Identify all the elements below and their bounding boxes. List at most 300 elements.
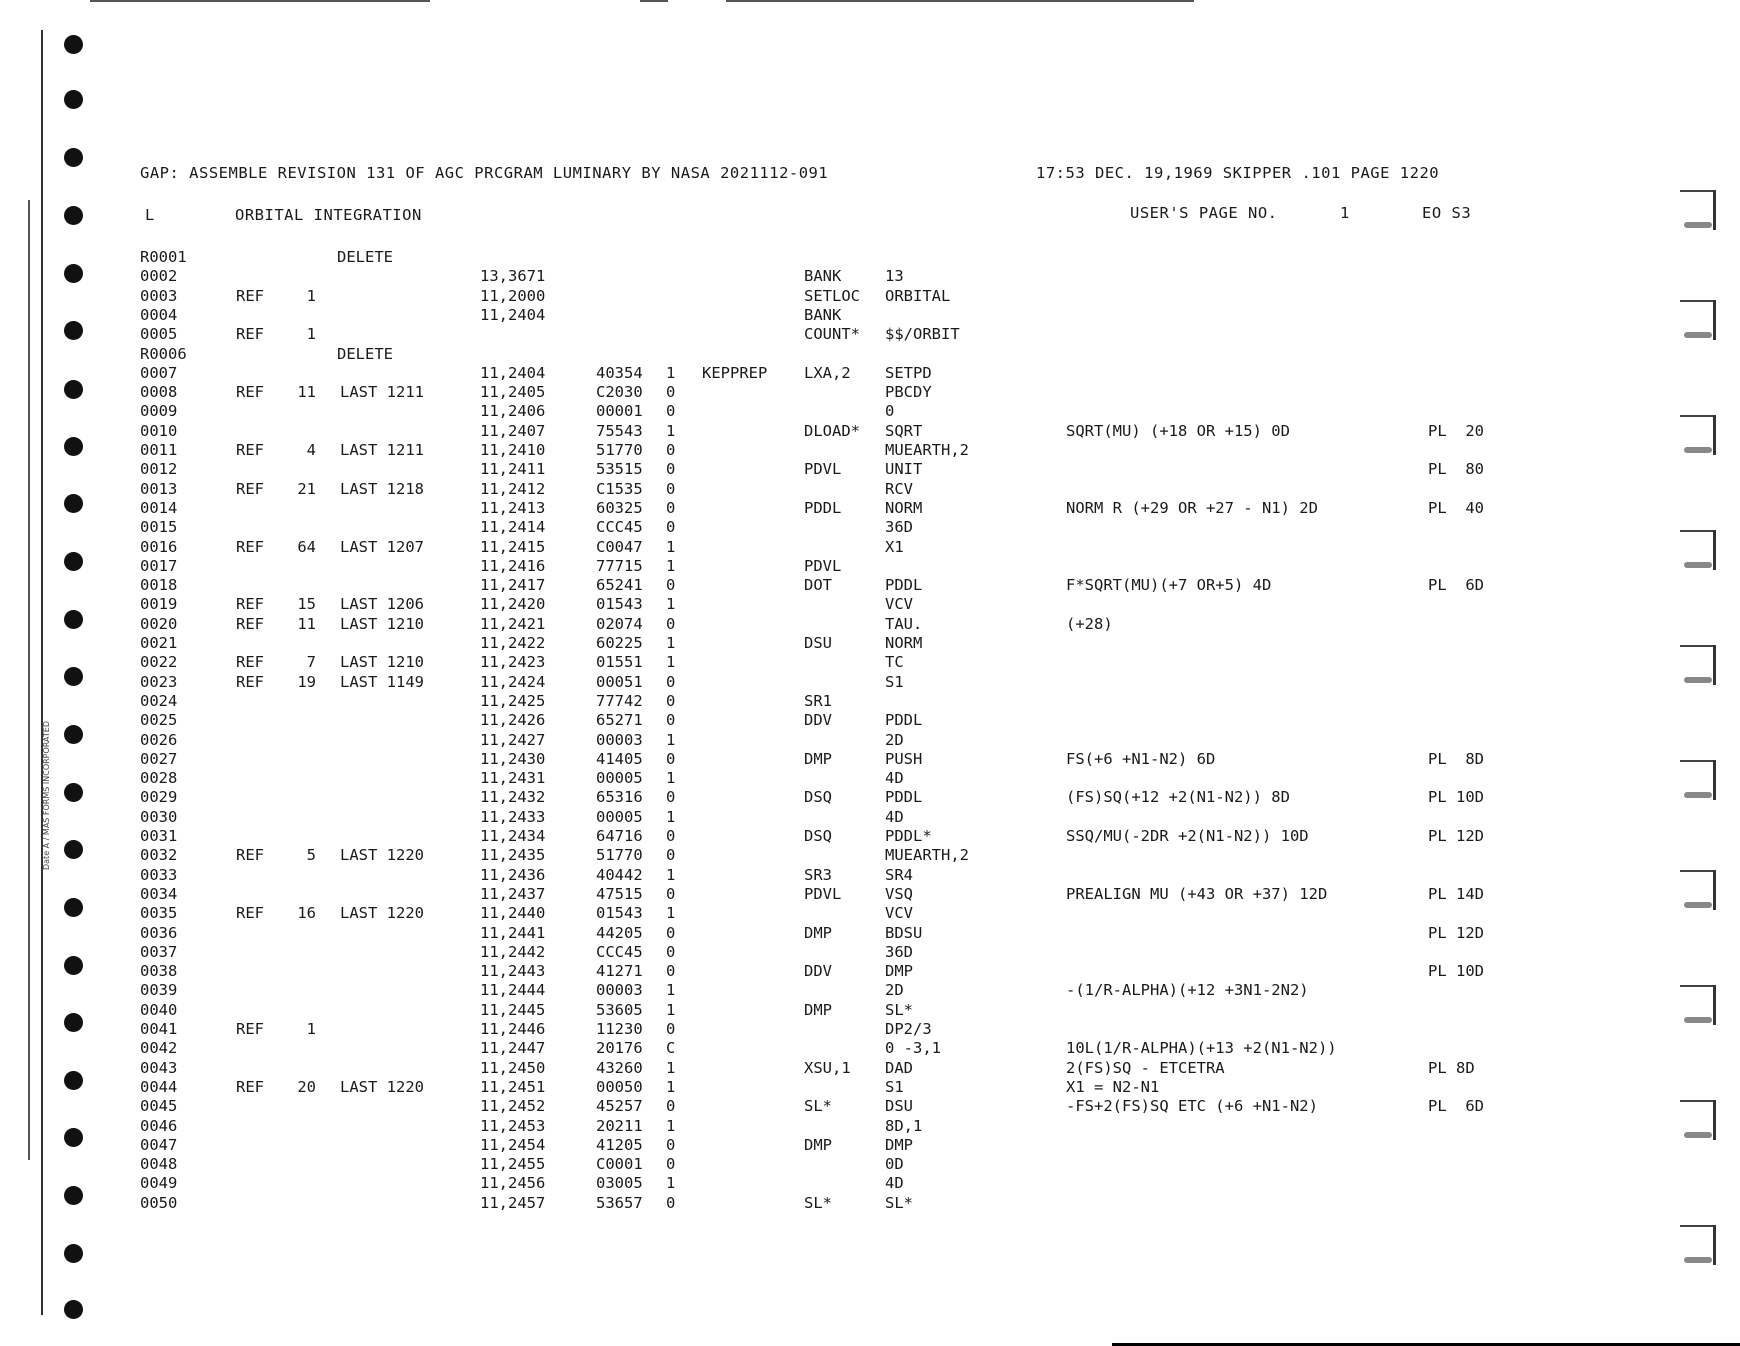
- delete-flag: DELETE: [337, 344, 393, 363]
- operand: 13: [885, 267, 904, 286]
- line-number: 0016: [140, 537, 178, 556]
- listing-line: [0, 673, 1740, 692]
- octal-word: 51770: [596, 441, 643, 459]
- operand: MUEARTH,2: [885, 441, 969, 459]
- opcode: DDV: [804, 962, 832, 981]
- operand: PDDL*: [885, 827, 932, 845]
- octal-word: 00005: [596, 769, 643, 788]
- line-number: 0013: [140, 479, 178, 498]
- listing-line: [0, 422, 1740, 441]
- parity: 1: [666, 807, 676, 826]
- binding-hole: [64, 1300, 83, 1319]
- listing-line: [0, 866, 1740, 885]
- opcode: DSQ: [804, 788, 832, 807]
- ref-count: 20: [297, 1077, 316, 1096]
- parity: 1: [666, 595, 676, 614]
- address: 11,2435: [480, 846, 546, 865]
- binding-hole: [64, 35, 83, 54]
- parity: 0: [666, 884, 676, 903]
- operand: DP2/3: [885, 1020, 932, 1038]
- operand: SL*: [885, 1193, 913, 1212]
- address: 11,2000: [480, 286, 546, 305]
- operand: 0: [885, 402, 895, 421]
- label: KEPPREP: [702, 363, 768, 382]
- address: 11,2407: [480, 421, 546, 440]
- top-rule: [726, 0, 1194, 2]
- line-number: 0018: [140, 576, 178, 595]
- comment: (FS)SQ(+12 +2(N1-N2)) 8D: [1066, 788, 1290, 807]
- address: 11,2423: [480, 653, 546, 672]
- line-number: 0034: [140, 884, 178, 903]
- opcode: DMP: [804, 1000, 832, 1019]
- listing-line: [0, 981, 1740, 1000]
- operand: TAU.: [885, 614, 923, 633]
- last-ref: LAST 1220: [340, 904, 424, 923]
- listing-line: [0, 1174, 1740, 1193]
- line-number: 0017: [140, 556, 178, 575]
- address: 11,2424: [480, 672, 546, 691]
- comment: 2(FS)SQ - ETCETRA: [1066, 1058, 1225, 1077]
- address: 11,2434: [480, 827, 546, 845]
- operand: DAD: [885, 1058, 913, 1077]
- octal-word: CCC45: [596, 518, 643, 537]
- listing-line: [0, 885, 1740, 904]
- address: 11,2433: [480, 807, 546, 826]
- listing-line: [0, 402, 1740, 421]
- parity: 1: [666, 1058, 676, 1077]
- operand: DMP: [885, 962, 913, 981]
- operand: NORM: [885, 634, 923, 652]
- listing-line: [0, 325, 1740, 344]
- octal-word: C0047: [596, 537, 643, 556]
- parity: 0: [666, 749, 676, 768]
- address: 11,2455: [480, 1155, 546, 1174]
- address: 11,2406: [480, 402, 546, 421]
- last-ref: LAST 1211: [340, 441, 424, 459]
- push-list: PL 10D: [1428, 788, 1484, 807]
- octal-word: 41205: [596, 1135, 643, 1154]
- line-number: 0009: [140, 402, 178, 421]
- listing-line: [0, 538, 1740, 557]
- ref-count: 11: [297, 614, 316, 633]
- listing-line: [0, 480, 1740, 499]
- last-ref: LAST 1220: [340, 846, 424, 865]
- listing-line: [0, 788, 1740, 807]
- top-rule: [640, 0, 668, 2]
- listing-line: [0, 827, 1740, 846]
- address: 11,2437: [480, 884, 546, 903]
- listing-line: [0, 518, 1740, 537]
- parity: 0: [666, 479, 676, 498]
- listing-line: [0, 1136, 1740, 1155]
- operand: DMP: [885, 1135, 913, 1154]
- listing-line: [0, 634, 1740, 653]
- address: 11,2453: [480, 1116, 546, 1135]
- listing-line: [0, 287, 1740, 306]
- users-page-number: 1: [1340, 204, 1350, 222]
- operand: 36D: [885, 942, 913, 961]
- line-number: 0050: [140, 1193, 178, 1212]
- listing-line: [0, 1117, 1740, 1136]
- line-number: R0006: [140, 344, 187, 363]
- comment: -(1/R-ALPHA)(+12 +3N1-2N2): [1066, 981, 1309, 1000]
- line-number: 0030: [140, 807, 178, 826]
- operand: VCV: [885, 595, 913, 614]
- opcode: COUNT*: [804, 325, 860, 344]
- line-number: 0007: [140, 363, 178, 382]
- operand: RCV: [885, 479, 913, 498]
- parity: 0: [666, 711, 676, 730]
- listing-line: [0, 769, 1740, 788]
- operand: 0 -3,1: [885, 1039, 941, 1058]
- parity: 1: [666, 1077, 676, 1096]
- line-number: 0020: [140, 614, 178, 633]
- octal-word: C2030: [596, 383, 643, 402]
- address: 11,2425: [480, 691, 546, 710]
- octal-word: 01543: [596, 904, 643, 923]
- address: 11,2421: [480, 614, 546, 633]
- line-number: 0046: [140, 1116, 178, 1135]
- opcode: DMP: [804, 749, 832, 768]
- operand: PDDL: [885, 576, 923, 595]
- line-number: 0043: [140, 1058, 178, 1077]
- last-ref: LAST 1206: [340, 595, 424, 614]
- opcode: DDV: [804, 711, 832, 730]
- operand: PBCDY: [885, 383, 932, 402]
- log-flag: L: [145, 206, 155, 224]
- parity: 0: [666, 498, 676, 517]
- operand: PDDL: [885, 711, 923, 730]
- parity: 0: [666, 788, 676, 807]
- push-list: PL 12D: [1428, 827, 1484, 845]
- parity: 0: [666, 1097, 676, 1116]
- address: 11,2420: [480, 595, 546, 614]
- octal-word: 02074: [596, 614, 643, 633]
- operand: 2D: [885, 730, 904, 749]
- ref-count: 7: [306, 653, 316, 672]
- address: 11,2431: [480, 769, 546, 788]
- ref-count: 21: [297, 479, 316, 498]
- listing-line: [0, 924, 1740, 943]
- listing-line: [0, 1020, 1740, 1039]
- opcode: PDVL: [804, 460, 842, 479]
- comment: (+28): [1066, 614, 1113, 633]
- address: 11,2443: [480, 962, 546, 981]
- address: 11,2416: [480, 556, 546, 575]
- line-number: 0033: [140, 865, 178, 884]
- margin-mark: [1680, 190, 1716, 230]
- octal-word: 00005: [596, 807, 643, 826]
- octal-word: 53605: [596, 1000, 643, 1019]
- operand: 4D: [885, 769, 904, 788]
- octal-word: 00050: [596, 1077, 643, 1096]
- parity: 0: [666, 846, 676, 865]
- line-number: 0035: [140, 904, 178, 923]
- opcode: DOT: [804, 576, 832, 595]
- listing-line: [0, 248, 1740, 267]
- address: 11,2450: [480, 1058, 546, 1077]
- ref-label: REF: [236, 286, 264, 305]
- section-title: ORBITAL INTEGRATION: [235, 206, 422, 224]
- octal-word: 40442: [596, 865, 643, 884]
- opcode: SL*: [804, 1097, 832, 1116]
- push-list: PL 80: [1428, 460, 1484, 479]
- address: 11,2414: [480, 518, 546, 537]
- parity: 1: [666, 634, 676, 652]
- listing-line: [0, 1194, 1740, 1213]
- push-list: PL 8D: [1428, 1058, 1475, 1077]
- parity: 0: [666, 691, 676, 710]
- comment: FS(+6 +N1-N2) 6D: [1066, 749, 1216, 768]
- ref-label: REF: [236, 479, 264, 498]
- listing-line: [0, 267, 1740, 286]
- octal-word: 51770: [596, 846, 643, 865]
- parity: 1: [666, 556, 676, 575]
- operand: VCV: [885, 904, 913, 923]
- address: 11,2442: [480, 942, 546, 961]
- ref-label: REF: [236, 614, 264, 633]
- operand: NORM: [885, 498, 923, 517]
- line-number: 0010: [140, 421, 178, 440]
- ref-label: REF: [236, 846, 264, 865]
- address: 11,2445: [480, 1000, 546, 1019]
- line-number: 0027: [140, 749, 178, 768]
- listing-line: [0, 1078, 1740, 1097]
- parity: 0: [666, 1193, 676, 1212]
- parity: 1: [666, 363, 676, 382]
- line-number: 0012: [140, 460, 178, 479]
- address: 11,2427: [480, 730, 546, 749]
- octal-word: C1535: [596, 479, 643, 498]
- parity: 0: [666, 962, 676, 981]
- parity: 0: [666, 441, 676, 459]
- ref-label: REF: [236, 1020, 264, 1038]
- line-number: 0021: [140, 634, 178, 652]
- octal-word: 60325: [596, 498, 643, 517]
- address: 11,2446: [480, 1020, 546, 1038]
- operand: 0D: [885, 1155, 904, 1174]
- comment: X1 = N2-N1: [1066, 1077, 1160, 1096]
- octal-word: 65271: [596, 711, 643, 730]
- address: 11,2422: [480, 634, 546, 652]
- listing-line: [0, 364, 1740, 383]
- opcode: BANK: [804, 305, 842, 324]
- octal-word: 44205: [596, 923, 643, 942]
- line-number: 0015: [140, 518, 178, 537]
- line-number: 0048: [140, 1155, 178, 1174]
- line-number: 0047: [140, 1135, 178, 1154]
- parity: 1: [666, 769, 676, 788]
- parity: 1: [666, 653, 676, 672]
- parity: 0: [666, 923, 676, 942]
- binding-hole: [64, 206, 83, 225]
- octal-word: 77742: [596, 691, 643, 710]
- octal-word: 45257: [596, 1097, 643, 1116]
- ref-count: 5: [306, 846, 316, 865]
- comment: NORM R (+29 OR +27 - N1) 2D: [1066, 498, 1318, 517]
- parity: 0: [666, 827, 676, 845]
- listing-line: [0, 904, 1740, 923]
- operand: DSU: [885, 1097, 913, 1116]
- ref-count: 19: [297, 672, 316, 691]
- listing-line: [0, 731, 1740, 750]
- opcode: SR3: [804, 865, 832, 884]
- listing-line: [0, 962, 1740, 981]
- octal-word: 77715: [596, 556, 643, 575]
- push-list: PL 12D: [1428, 923, 1484, 942]
- opcode: PDDL: [804, 498, 842, 517]
- address: 11,2417: [480, 576, 546, 595]
- octal-word: 75543: [596, 421, 643, 440]
- line-number: 0036: [140, 923, 178, 942]
- octal-word: 20176: [596, 1039, 643, 1058]
- parity: 0: [666, 1135, 676, 1154]
- address: 11,2430: [480, 749, 546, 768]
- push-list: PL 10D: [1428, 962, 1484, 981]
- operand: S1: [885, 672, 904, 691]
- operand: S1: [885, 1077, 904, 1096]
- line-number: 0028: [140, 769, 178, 788]
- address: 11,2441: [480, 923, 546, 942]
- line-number: 0003: [140, 286, 178, 305]
- assembly-header: GAP: ASSEMBLE REVISION 131 OF AGC PRCGRAM LUMINARY BY NASA 2021112-091: [140, 164, 829, 182]
- last-ref: LAST 1149: [340, 672, 424, 691]
- address: 11,2426: [480, 711, 546, 730]
- operand: SL*: [885, 1000, 913, 1019]
- operand: SR4: [885, 865, 913, 884]
- ref-count: 1: [306, 1020, 316, 1038]
- line-number: 0008: [140, 383, 178, 402]
- octal-word: 65241: [596, 576, 643, 595]
- parity: 0: [666, 460, 676, 479]
- line-number: R0001: [140, 248, 187, 266]
- last-ref: LAST 1210: [340, 614, 424, 633]
- listing-line: [0, 1001, 1740, 1020]
- comment: F*SQRT(MU)(+7 OR+5) 4D: [1066, 576, 1272, 595]
- listing-line: [0, 345, 1740, 364]
- comment: SSQ/MU(-2DR +2(N1-N2)) 10D: [1066, 827, 1309, 845]
- line-number: 0004: [140, 305, 178, 324]
- operand: 2D: [885, 981, 904, 1000]
- last-ref: LAST 1211: [340, 383, 424, 402]
- parity: 0: [666, 672, 676, 691]
- octal-word: 00051: [596, 672, 643, 691]
- address: 11,2452: [480, 1097, 546, 1116]
- comment: SQRT(MU) (+18 OR +15) 0D: [1066, 421, 1290, 440]
- parity: 1: [666, 865, 676, 884]
- ref-count: 1: [306, 286, 316, 305]
- octal-word: 60225: [596, 634, 643, 652]
- address: 11,2456: [480, 1174, 546, 1193]
- line-number: 0022: [140, 653, 178, 672]
- operand: 4D: [885, 807, 904, 826]
- line-number: 0002: [140, 267, 178, 286]
- listing-line: [0, 557, 1740, 576]
- line-number: 0025: [140, 711, 178, 730]
- parity: 0: [666, 518, 676, 537]
- ref-label: REF: [236, 595, 264, 614]
- ref-count: 15: [297, 595, 316, 614]
- margin-mark: [1680, 1225, 1716, 1265]
- comment: 10L(1/R-ALPHA)(+13 +2(N1-N2)): [1066, 1039, 1337, 1058]
- comment: -FS+2(FS)SQ ETC (+6 +N1-N2): [1066, 1097, 1318, 1116]
- parity: 0: [666, 383, 676, 402]
- listing-line: [0, 808, 1740, 827]
- parity: 1: [666, 1000, 676, 1019]
- line-number: 0031: [140, 827, 178, 845]
- opcode: DLOAD*: [804, 421, 860, 440]
- push-list: PL 20: [1428, 421, 1484, 440]
- parity: 1: [666, 1116, 676, 1135]
- binding-hole: [64, 90, 83, 109]
- operand: X1: [885, 537, 904, 556]
- octal-word: 03005: [596, 1174, 643, 1193]
- line-number: 0037: [140, 942, 178, 961]
- opcode: PDVL: [804, 884, 842, 903]
- listing-line: [0, 1059, 1740, 1078]
- octal-word: 53657: [596, 1193, 643, 1212]
- octal-word: C0001: [596, 1155, 643, 1174]
- parity: 0: [666, 576, 676, 595]
- ref-label: REF: [236, 441, 264, 459]
- push-list: PL 6D: [1428, 1097, 1484, 1116]
- listing-line: [0, 692, 1740, 711]
- parity: 0: [666, 942, 676, 961]
- line-number: 0049: [140, 1174, 178, 1193]
- address: 11,2457: [480, 1193, 546, 1212]
- run-info: 17:53 DEC. 19,1969 SKIPPER .101 PAGE 1220: [1036, 164, 1440, 182]
- operand: SETPD: [885, 363, 932, 382]
- opcode: DSQ: [804, 827, 832, 845]
- opcode: DMP: [804, 1135, 832, 1154]
- address: 11,2404: [480, 305, 546, 324]
- octal-word: 20211: [596, 1116, 643, 1135]
- address: 13,3671: [480, 267, 546, 286]
- ref-label: REF: [236, 672, 264, 691]
- operand: BDSU: [885, 923, 923, 942]
- operand: MUEARTH,2: [885, 846, 969, 865]
- octal-word: 00003: [596, 730, 643, 749]
- line-number: 0032: [140, 846, 178, 865]
- octal-word: 11230: [596, 1020, 643, 1038]
- last-ref: LAST 1210: [340, 653, 424, 672]
- operand: $$/ORBIT: [885, 325, 960, 344]
- octal-word: 41405: [596, 749, 643, 768]
- listing-line: [0, 846, 1740, 865]
- address: 11,2447: [480, 1039, 546, 1058]
- address: 11,2454: [480, 1135, 546, 1154]
- parity: 0: [666, 1020, 676, 1038]
- line-number: 0023: [140, 672, 178, 691]
- ref-label: REF: [236, 383, 264, 402]
- last-ref: LAST 1220: [340, 1077, 424, 1096]
- address: 11,2451: [480, 1077, 546, 1096]
- octal-word: 65316: [596, 788, 643, 807]
- listing-line: [0, 711, 1740, 730]
- operand: VSQ: [885, 884, 913, 903]
- opcode: SR1: [804, 691, 832, 710]
- ref-count: 64: [297, 537, 316, 556]
- ref-count: 1: [306, 325, 316, 344]
- last-ref: LAST 1218: [340, 479, 424, 498]
- side-note: Date A / MAS FORMS INCORPORATED: [42, 721, 51, 870]
- line-number: 0026: [140, 730, 178, 749]
- octal-word: 01551: [596, 653, 643, 672]
- line-number: 0005: [140, 325, 178, 344]
- push-list: PL 8D: [1428, 749, 1484, 768]
- comment: PREALIGN MU (+43 OR +37) 12D: [1066, 884, 1328, 903]
- opcode: BANK: [804, 267, 842, 286]
